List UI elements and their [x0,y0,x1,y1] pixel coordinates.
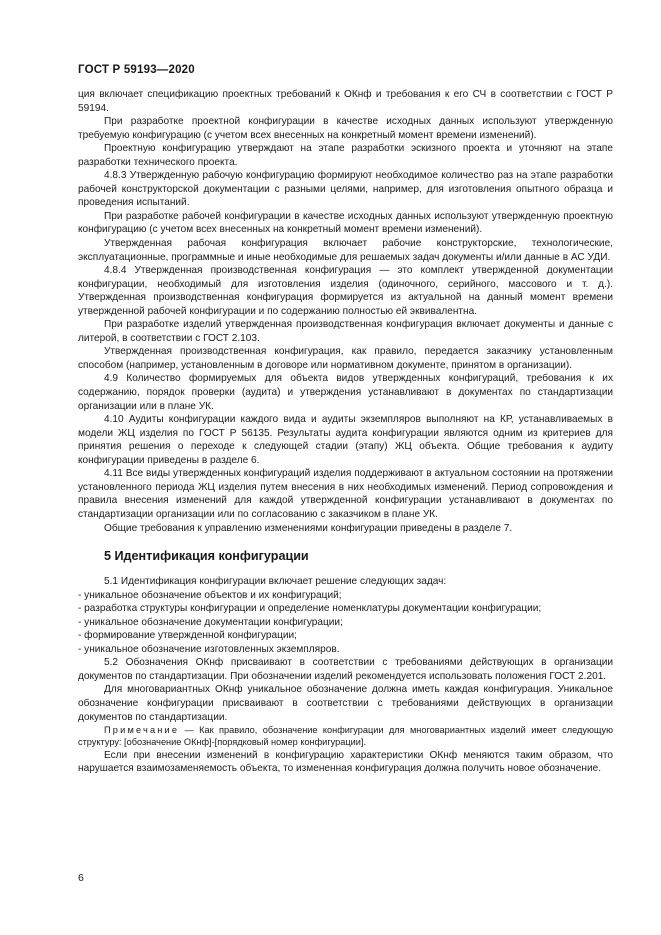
paragraph: Для многовариантных ОКнф уникальное обозначение должна иметь каждая конфигурация. Уникальное обозначение конфигурации присваивают в соответствии с требованиями действующих в организации документов по стандартизации. [78,684,613,723]
task-list [78,589,613,657]
paragraph: 4.8.4 Утвержденная производственная конфигурация — это комплект утвержденной документации конфигурации, необходимый для изготовления изделия (одиночного, серийного, массового и т. д.). Утвержденная производственная конфигурация формируется из актуальной на данный момент времени утвержденной рабочей конфигурации и по содержанию полностью ей эквивалентна. [78,265,613,317]
list-item: - уникальное обозначение объектов и их конфигураций; [78,589,342,601]
note [78,724,613,749]
note-text: — Как правило, обозначение конфигурации для многовариантных изделий имеет следующую структуру: [обозначение ОКнф]-[порядковый номер конфигурации]. [78,725,613,748]
paragraph: Утвержденная производственная конфигурация, как правило, передается заказчику установленным способом (например, установленным в договоре или нормативном документе, принятом в организации). [78,346,613,371]
document-body [78,88,613,776]
paragraph: Если при внесении изменений в конфигурацию характеристики ОКнф меняются таким образом, что нарушается взаимозаменяемость объекта, то измененная конфигурация должна получить новое обозначение. [78,749,613,775]
list-item: - формирование утвержденной конфигурации; [78,630,297,642]
list-item: - уникальное обозначение изготовленных экземпляров. [78,643,340,655]
paragraph: 5.2 Обозначения ОКнф присваивают в соответствии с требованиями действующих в организации документов по стандартизации. При обозначении изделий рекомендуется использовать положения ГОСТ 2.201. [78,657,613,682]
paragraph: 5.1 Идентификация конфигурации включает решение следующих задач: [104,576,447,588]
paragraph: 4.8.3 Утвержденную рабочую конфигурацию формируют необходимое количество раз на этапе разработки рабочей конструкторской документации с разными целями, например, для изготовления опытного образца и проведения испытаний. [78,170,613,209]
paragraph: При разработке рабочей конфигурации в качестве исходных данных используют утвержденную проектную конфигурацию (с учетом всех внесенных на конкретный момент времени изменений). [78,210,613,236]
paragraph: Утвержденная рабочая конфигурация включает рабочие конструкторские, технологические, эксплуатационные, программные и иные необходимые для решаемых задач документы и/или данные в АС УДИ. [78,238,613,263]
paragraph: 4.9 Количество формируемых для объекта видов утвержденных конфигураций, требования к их содержанию, порядок проверки (аудита) и утверждения устанавливают в документах по стандартизации организации или в плане УК. [78,373,613,412]
note-label: Примечание [104,725,180,736]
paragraph: Проектную конфигурацию утверждают на этапе разработки эскизного проекта и уточняют на этапе разработки технического проекта. [78,143,613,168]
page-number: 6 [78,872,84,884]
list-item: - уникальное обозначение документации конфигурации; [78,616,343,628]
paragraph: При разработке проектной конфигурации в качестве исходных данных используют утвержденную требуемую конфигурацию (с учетом всех внесенных на конкретный момент времени изменений). [78,116,613,141]
list-item: - разработка структуры конфигурации и определение номенклатуры документации конфигурации; [78,603,542,615]
paragraph: При разработке изделий утвержденная производственная конфигурация включает документы и данные с литерой, в соответствии с ГОСТ 2.103. [78,319,613,344]
document-header: ГОСТ Р 59193—2020 [78,64,195,76]
paragraph: 4.10 Аудиты конфигурации каждого вида и аудиты экземпляров выполняют на КР, устанавливаемых в модели ЖЦ изделия по ГОСТ Р 56135. Результаты аудита конфигурации являются одним из критериев для принятия решения о переходе к следующей стадии (этапу) ЖЦ объекта. Общие требования к аудиту конфигурации приведены в разделе 6. [78,414,613,466]
paragraph: ция включает спецификацию проектных требований к ОКнф и требования к его СЧ в соответствии с ГОСТ Р 59194. [78,89,613,114]
paragraph: 4.11 Все виды утвержденных конфигураций изделия поддерживают в актуальном состоянии на протяжении установленного периода ЖЦ изделия путем внесения в них необходимых изменений. Период сопровождения и правила внесения изменений для каждой утвержденной конфигурации устанавливают в документах по стандартизации организации или по согласованию с заказчиком в плане УК. [78,468,613,520]
section-heading: 5 Идентификация конфигурации [104,549,309,564]
paragraph: Общие требования к управлению изменениями конфигурации приведены в разделе 7. [104,522,513,534]
